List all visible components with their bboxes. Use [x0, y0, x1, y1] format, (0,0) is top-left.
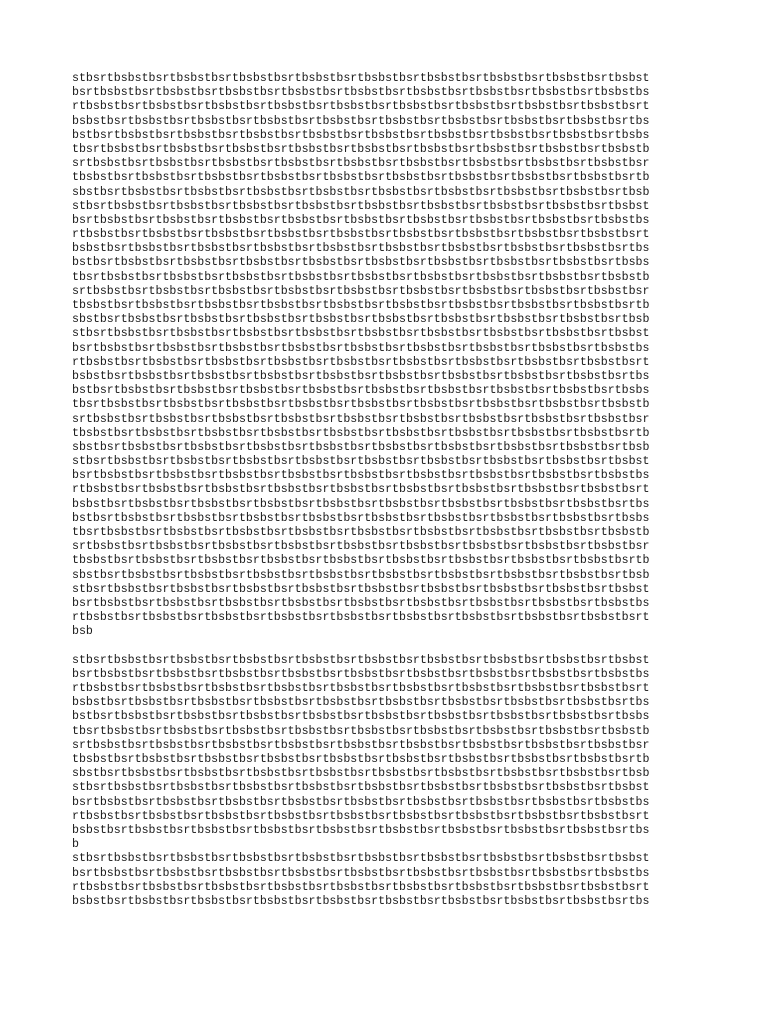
text-line: bsbstbsrtbsbstbsrtbsbstbsrtbsbstbsrtbsbstbsrtbsbstbsrtbsbstbsrtbsbstbsrtbsbstbsrtbs [72, 894, 650, 908]
text-line: tbsrtbsbstbsrtbsbstbsrtbsbstbsrtbsbstbsrtbsbstbsrtbsbstbsrtbsbstbsrtbsbstbsrtbsbstb [72, 526, 650, 539]
text-line: sbstbsrtbsbstbsrtbsbstbsrtbsbstbsrtbsbstbsrtbsbstbsrtbsbstbsrtbsbstbsrtbsbstbsrtbsb [72, 440, 650, 454]
text-line: bstbsrtbsbstbsrtbsbstbsrtbsbstbsrtbsbstbsrtbsbstbsrtbsbstbsrtbsbstbsrtbsbstbsrtbsbs [72, 256, 650, 270]
text-line: bsrtbsbstbsrtbsbstbsrtbsbstbsrtbsbstbsrtbsbstbsrtbsbstbsrtbsbstbsrtbsbstbsrtbsbstbs [72, 213, 650, 227]
text-line: stbsrtbsbstbsrtbsbstbsrtbsbstbsrtbsbstbsrtbsbstbsrtbsbstbsrtbsbstbsrtbsbstbsrtbsbst [72, 327, 650, 341]
text-line: rtbsbstbsrtbsbstbsrtbsbstbsrtbsbstbsrtbsbstbsrtbsbstbsrtbsbstbsrtbsbstbsrtbsbstbsrt [72, 682, 650, 696]
text-line: bsbstbsrtbsbstbsrtbsbstbsrtbsbstbsrtbsbstbsrtbsbstbsrtbsbstbsrtbsbstbsrtbsbstbsrtbs [72, 242, 650, 256]
text-line: rtbsbstbsrtbsbstbsrtbsbstbsrtbsbstbsrtbsbstbsrtbsbstbsrtbsbstbsrtbsbstbsrtbsbstbsrt [72, 611, 650, 625]
text-line: srtbsbstbsrtbsbstbsrtbsbstbsrtbsbstbsrtbsbstbsrtbsbstbsrtbsbstbsrtbsbstbsrtbsbstbsr [72, 540, 650, 554]
text-line: bsb [72, 625, 93, 639]
text-line: tbsrtbsbstbsrtbsbstbsrtbsbstbsrtbsbstbsrtbsbstbsrtbsbstbsrtbsbstbsrtbsbstbsrtbsbstb [72, 142, 650, 156]
text-line: bstbsrtbsbstbsrtbsbstbsrtbsbstbsrtbsbstbsrtbsbstbsrtbsbstbsrtbsbstbsrtbsbstbsrtbsbs [72, 128, 650, 142]
text-paragraph [72, 852, 712, 909]
text-line: tbsbstbsrtbsbstbsrtbsbstbsrtbsbstbsrtbsbstbsrtbsbstbsrtbsbstbsrtbsbstbsrtbsbstbsrtb [72, 299, 650, 312]
text-line: srtbsbstbsrtbsbstbsrtbsbstbsrtbsbstbsrtbsbstbsrtbsbstbsrtbsbstbsrtbsbstbsrtbsbstbsr [72, 157, 650, 171]
text-line: tbsbstbsrtbsbstbsrtbsbstbsrtbsbstbsrtbsbstbsrtbsbstbsrtbsbstbsrtbsbstbsrtbsbstbsrtb [72, 753, 650, 766]
text-line: tbsrtbsbstbsrtbsbstbsrtbsbstbsrtbsbstbsrtbsbstbsrtbsbstbsrtbsbstbsrtbsbstbsrtbsbstb [72, 398, 650, 412]
text-line: srtbsbstbsrtbsbstbsrtbsbstbsrtbsbstbsrtbsbstbsrtbsbstbsrtbsbstbsrtbsbstbsrtbsbstbsr [72, 412, 650, 426]
text-line: bsrtbsbstbsrtbsbstbsrtbsbstbsrtbsbstbsrtbsbstbsrtbsbstbsrtbsbstbsrtbsbstbsrtbsbstbs [72, 596, 650, 610]
text-line: stbsrtbsbstbsrtbsbstbsrtbsbstbsrtbsbstbsrtbsbstbsrtbsbstbsrtbsbstbsrtbsbstbsrtbsbst [72, 72, 650, 85]
text-line: rtbsbstbsrtbsbstbsrtbsbstbsrtbsbstbsrtbsbstbsrtbsbstbsrtbsbstbsrtbsbstbsrtbsbstbsrt [72, 355, 650, 369]
text-line: rtbsbstbsrtbsbstbsrtbsbstbsrtbsbstbsrtbsbstbsrtbsbstbsrtbsbstbsrtbsbstbsrtbsbstbsrt [72, 483, 650, 497]
text-line: rtbsbstbsrtbsbstbsrtbsbstbsrtbsbstbsrtbsbstbsrtbsbstbsrtbsbstbsrtbsbstbsrtbsbstbsrt [72, 880, 650, 894]
text-paragraph [72, 654, 712, 853]
text-paragraph [72, 72, 712, 640]
text-line: rtbsbstbsrtbsbstbsrtbsbstbsrtbsbstbsrtbsbstbsrtbsbstbsrtbsbstbsrtbsbstbsrtbsbstbsrt [72, 228, 650, 242]
text-line: bsrtbsbstbsrtbsbstbsrtbsbstbsrtbsbstbsrtbsbstbsrtbsbstbsrtbsbstbsrtbsbstbsrtbsbstbs [72, 341, 650, 355]
text-line: stbsrtbsbstbsrtbsbstbsrtbsbstbsrtbsbstbsrtbsbstbsrtbsbstbsrtbsbstbsrtbsbstbsrtbsbst [72, 781, 650, 795]
text-line: bsrtbsbstbsrtbsbstbsrtbsbstbsrtbsbstbsrtbsbstbsrtbsbstbsrtbsbstbsrtbsbstbsrtbsbstbs [72, 866, 650, 880]
text-line: bsrtbsbstbsrtbsbstbsrtbsbstbsrtbsbstbsrtbsbstbsrtbsbstbsrtbsbstbsrtbsbstbsrtbsbstbs [72, 667, 650, 681]
text-line: tbsbstbsrtbsbstbsrtbsbstbsrtbsbstbsrtbsbstbsrtbsbstbsrtbsbstbsrtbsbstbsrtbsbstbsrtb [72, 426, 650, 440]
text-line: sbstbsrtbsbstbsrtbsbstbsrtbsbstbsrtbsbstbsrtbsbstbsrtbsbstbsrtbsbstbsrtbsbstbsrtbsb [72, 313, 650, 327]
text-line: rtbsbstbsrtbsbstbsrtbsbstbsrtbsbstbsrtbsbstbsrtbsbstbsrtbsbstbsrtbsbstbsrtbsbstbsrt [72, 100, 650, 114]
text-line: sbstbsrtbsbstbsrtbsbstbsrtbsbstbsrtbsbstbsrtbsbstbsrtbsbstbsrtbsbstbsrtbsbstbsrtbsb [72, 568, 650, 582]
document-page [72, 72, 712, 909]
text-line: srtbsbstbsrtbsbstbsrtbsbstbsrtbsbstbsrtbsbstbsrtbsbstbsrtbsbstbsrtbsbstbsrtbsbstbsr [72, 284, 650, 298]
text-line: bsbstbsrtbsbstbsrtbsbstbsrtbsbstbsrtbsbstbsrtbsbstbsrtbsbstbsrtbsbstbsrtbsbstbsrtbs [72, 823, 650, 837]
text-line: bsbstbsrtbsbstbsrtbsbstbsrtbsbstbsrtbsbstbsrtbsbstbsrtbsbstbsrtbsbstbsrtbsbstbsrtbs [72, 497, 650, 511]
text-line: stbsrtbsbstbsrtbsbstbsrtbsbstbsrtbsbstbsrtbsbstbsrtbsbstbsrtbsbstbsrtbsbstbsrtbsbst [72, 852, 650, 866]
text-line: sbstbsrtbsbstbsrtbsbstbsrtbsbstbsrtbsbstbsrtbsbstbsrtbsbstbsrtbsbstbsrtbsbstbsrtbsb [72, 185, 650, 199]
text-line: tbsbstbsrtbsbstbsrtbsbstbsrtbsbstbsrtbsbstbsrtbsbstbsrtbsbstbsrtbsbstbsrtbsbstbsrtb [72, 171, 650, 185]
text-line: bstbsrtbsbstbsrtbsbstbsrtbsbstbsrtbsbstbsrtbsbstbsrtbsbstbsrtbsbstbsrtbsbstbsrtbsbs [72, 384, 650, 398]
text-line: sbstbsrtbsbstbsrtbsbstbsrtbsbstbsrtbsbstbsrtbsbstbsrtbsbstbsrtbsbstbsrtbsbstbsrtbsb [72, 767, 650, 781]
text-line: stbsrtbsbstbsrtbsbstbsrtbsbstbsrtbsbstbsrtbsbstbsrtbsbstbsrtbsbstbsrtbsbstbsrtbsbst [72, 199, 650, 213]
text-line: b [72, 838, 79, 852]
text-line: stbsrtbsbstbsrtbsbstbsrtbsbstbsrtbsbstbsrtbsbstbsrtbsbstbsrtbsbstbsrtbsbstbsrtbsbst [72, 455, 650, 469]
text-line: stbsrtbsbstbsrtbsbstbsrtbsbstbsrtbsbstbsrtbsbstbsrtbsbstbsrtbsbstbsrtbsbstbsrtbsbst [72, 653, 650, 667]
text-line: bsbstbsrtbsbstbsrtbsbstbsrtbsbstbsrtbsbstbsrtbsbstbsrtbsbstbsrtbsbstbsrtbsbstbsrtbs [72, 114, 650, 128]
text-line: bsrtbsbstbsrtbsbstbsrtbsbstbsrtbsbstbsrtbsbstbsrtbsbstbsrtbsbstbsrtbsbstbsrtbsbstbs [72, 469, 650, 483]
text-line: stbsrtbsbstbsrtbsbstbsrtbsbstbsrtbsbstbsrtbsbstbsrtbsbstbsrtbsbstbsrtbsbstbsrtbsbst [72, 582, 650, 596]
text-line: bsrtbsbstbsrtbsbstbsrtbsbstbsrtbsbstbsrtbsbstbsrtbsbstbsrtbsbstbsrtbsbstbsrtbsbstbs [72, 86, 650, 100]
text-line: bstbsrtbsbstbsrtbsbstbsrtbsbstbsrtbsbstbsrtbsbstbsrtbsbstbsrtbsbstbsrtbsbstbsrtbsbs [72, 511, 650, 525]
text-line: rtbsbstbsrtbsbstbsrtbsbstbsrtbsbstbsrtbsbstbsrtbsbstbsrtbsbstbsrtbsbstbsrtbsbstbsrt [72, 809, 650, 823]
text-line: tbsbstbsrtbsbstbsrtbsbstbsrtbsbstbsrtbsbstbsrtbsbstbsrtbsbstbsrtbsbstbsrtbsbstbsrtb [72, 554, 650, 568]
text-line: bsrtbsbstbsrtbsbstbsrtbsbstbsrtbsbstbsrtbsbstbsrtbsbstbsrtbsbstbsrtbsbstbsrtbsbstbs [72, 795, 650, 809]
text-line: tbsrtbsbstbsrtbsbstbsrtbsbstbsrtbsbstbsrtbsbstbsrtbsbstbsrtbsbstbsrtbsbstbsrtbsbstb [72, 724, 650, 738]
text-line: bsbstbsrtbsbstbsrtbsbstbsrtbsbstbsrtbsbstbsrtbsbstbsrtbsbstbsrtbsbstbsrtbsbstbsrtbs [72, 369, 650, 383]
text-line: bstbsrtbsbstbsrtbsbstbsrtbsbstbsrtbsbstbsrtbsbstbsrtbsbstbsrtbsbstbsrtbsbstbsrtbsbs [72, 710, 650, 724]
text-line: bsbstbsrtbsbstbsrtbsbstbsrtbsbstbsrtbsbstbsrtbsbstbsrtbsbstbsrtbsbstbsrtbsbstbsrtbs [72, 696, 650, 710]
text-line: tbsrtbsbstbsrtbsbstbsrtbsbstbsrtbsbstbsrtbsbstbsrtbsbstbsrtbsbstbsrtbsbstbsrtbsbstb [72, 270, 650, 284]
text-line: srtbsbstbsrtbsbstbsrtbsbstbsrtbsbstbsrtbsbstbsrtbsbstbsrtbsbstbsrtbsbstbsrtbsbstbsr [72, 738, 650, 752]
